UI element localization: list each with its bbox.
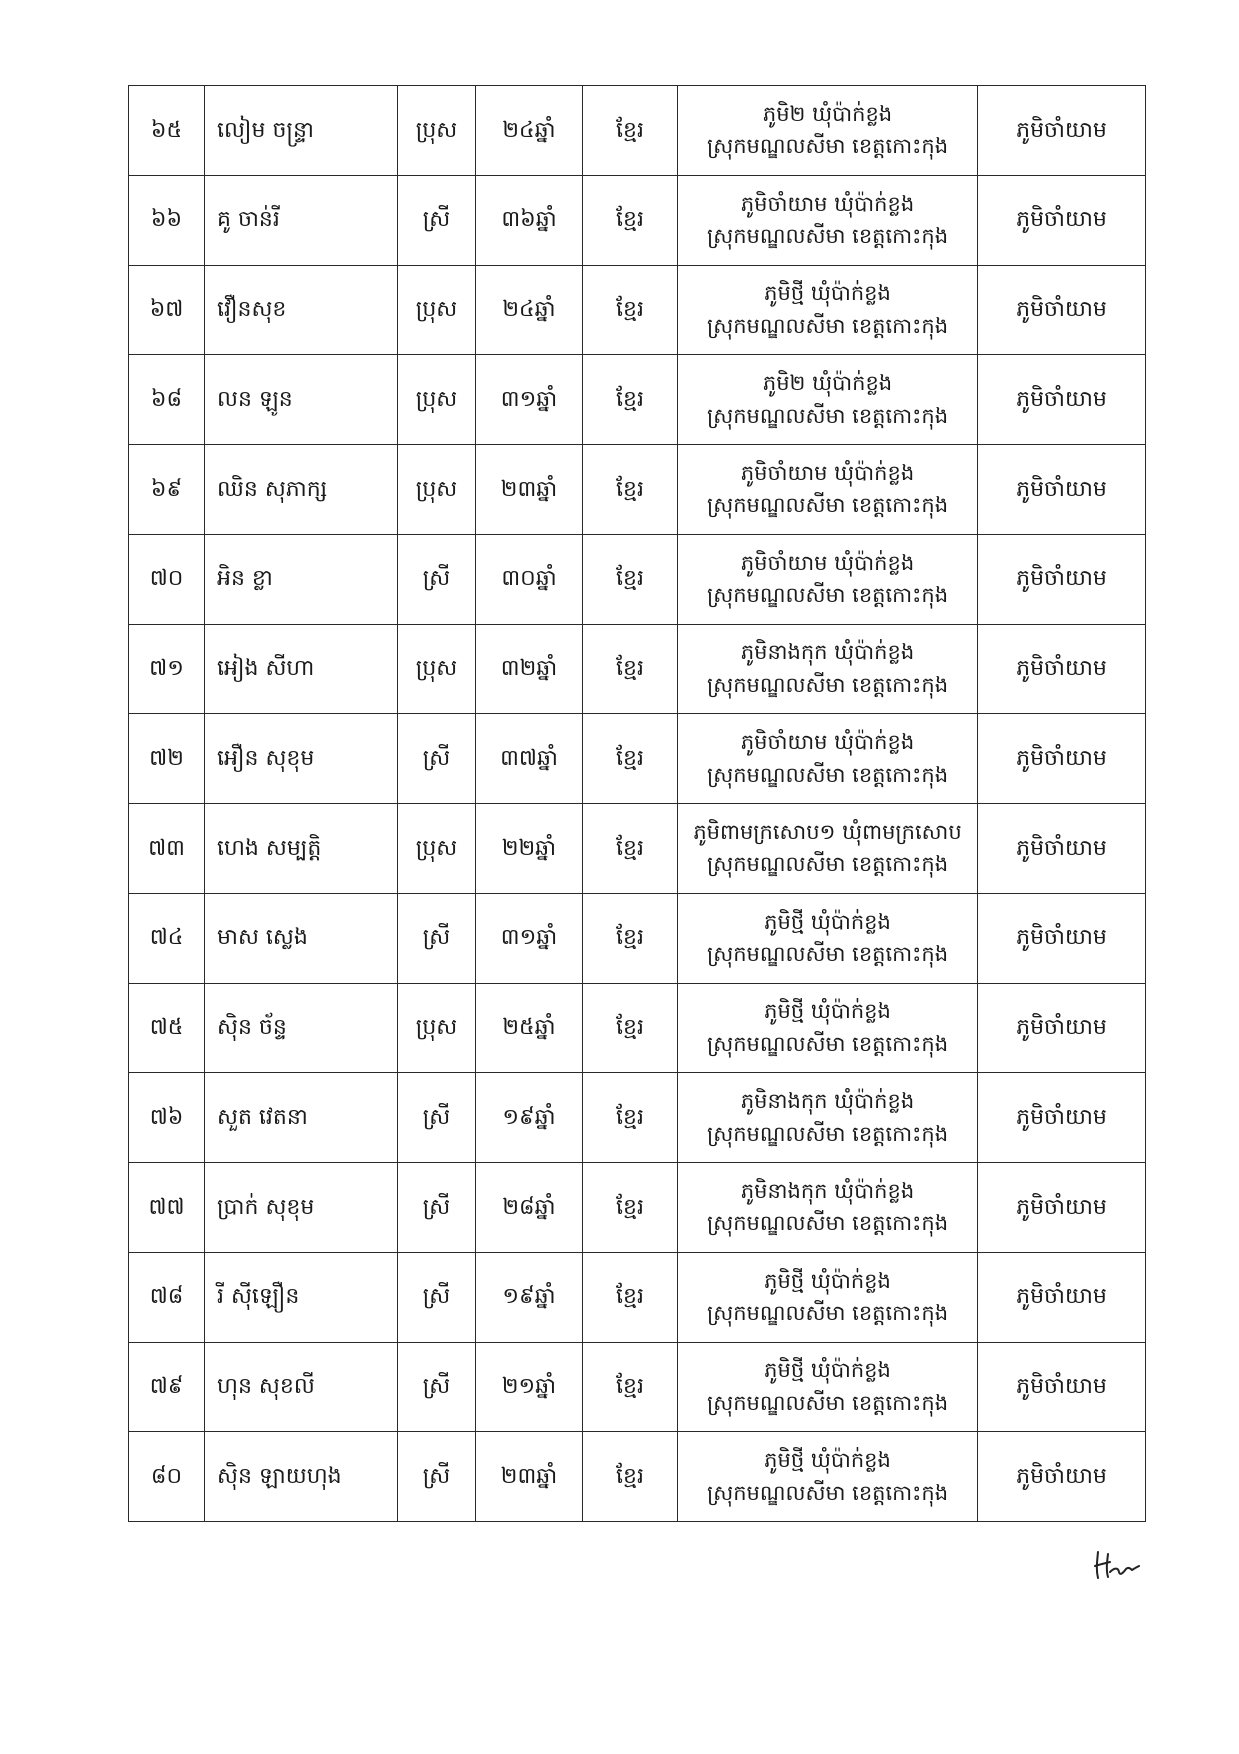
table-row xyxy=(129,86,1146,176)
village-cell: ភូមិចាំយាម xyxy=(978,265,1146,355)
gender-cell: ស្រី xyxy=(398,1073,476,1163)
village-cell: ភូមិចាំយាម xyxy=(978,1252,1146,1342)
table-row xyxy=(129,1342,1146,1432)
gender-cell: ប្រុស xyxy=(398,445,476,535)
address-line-2: ស្រុកមណ្ឌលសីមា ខេត្តកោះកុង xyxy=(706,134,949,159)
row-number-cell: ៧៣ xyxy=(129,804,205,894)
address-line-2: ស្រុកមណ្ឌលសីមា ខេត្តកោះកុង xyxy=(706,403,949,428)
table-row xyxy=(129,714,1146,804)
table-row xyxy=(129,1432,1146,1522)
table-row xyxy=(129,1252,1146,1342)
age-cell: ១៩ឆ្នាំ xyxy=(476,1252,583,1342)
village-cell: ភូមិចាំយាម xyxy=(978,534,1146,624)
row-number-cell: ៧៧ xyxy=(129,1163,205,1253)
address-cell xyxy=(678,1342,978,1432)
age-cell: ៣១ឆ្នាំ xyxy=(476,893,583,983)
gender-cell: ប្រុស xyxy=(398,624,476,714)
village-cell: ភូមិចាំយាម xyxy=(978,983,1146,1073)
gender-cell: ប្រុស xyxy=(398,804,476,894)
age-cell: ១៩ឆ្នាំ xyxy=(476,1073,583,1163)
address-line-2: ស្រុកមណ្ឌលសីមា ខេត្តកោះកុង xyxy=(706,583,949,608)
table-row xyxy=(129,355,1146,445)
address-line-1: ភូមិ២ ឃុំប៉ាក់ខ្លង xyxy=(762,371,893,396)
ethnicity-cell: ខ្មែរ xyxy=(583,1163,678,1253)
address-line-1: ភូមិថ្មី ឃុំប៉ាក់ខ្លង xyxy=(764,1448,891,1473)
address-cell xyxy=(678,355,978,445)
age-cell: ២៤ឆ្នាំ xyxy=(476,86,583,176)
row-number-cell: ៧០ xyxy=(129,534,205,624)
address-cell xyxy=(678,86,978,176)
address-line-1: ភូមិចាំយាម ឃុំប៉ាក់ខ្លង xyxy=(740,730,915,755)
ethnicity-cell: ខ្មែរ xyxy=(583,445,678,535)
row-number-cell: ៦៧ xyxy=(129,265,205,355)
address-cell xyxy=(678,1163,978,1253)
village-cell: ភូមិចាំយាម xyxy=(978,1163,1146,1253)
gender-cell: ប្រុស xyxy=(398,983,476,1073)
ethnicity-cell: ខ្មែរ xyxy=(583,355,678,445)
ethnicity-cell: ខ្មែរ xyxy=(583,1073,678,1163)
address-line-2: ស្រុកមណ្ឌលសីមា ខេត្តកោះកុង xyxy=(706,1301,949,1326)
gender-cell: ស្រី xyxy=(398,1252,476,1342)
village-cell: ភូមិចាំយាម xyxy=(978,86,1146,176)
address-line-2: ស្រុកមណ្ឌលសីមា ខេត្តកោះកុង xyxy=(706,224,949,249)
age-cell: ៣៧ឆ្នាំ xyxy=(476,714,583,804)
address-cell xyxy=(678,714,978,804)
address-line-1: ភូមិថ្មី ឃុំប៉ាក់ខ្លង xyxy=(764,909,891,934)
address-line-1: ភូមិនាងកុក ឃុំប៉ាក់ខ្លង xyxy=(740,1178,915,1203)
address-line-1: ភូមិ២ ឃុំប៉ាក់ខ្លង xyxy=(762,101,893,126)
age-cell: ២៣ឆ្នាំ xyxy=(476,445,583,535)
name-cell: ស៊ិន ច័ន្ទ xyxy=(205,983,398,1073)
ethnicity-cell: ខ្មែរ xyxy=(583,804,678,894)
gender-cell: ស្រី xyxy=(398,534,476,624)
ethnicity-cell: ខ្មែរ xyxy=(583,1342,678,1432)
address-cell xyxy=(678,445,978,535)
age-cell: ៣២ឆ្នាំ xyxy=(476,624,583,714)
age-cell: ២១ឆ្នាំ xyxy=(476,1342,583,1432)
table-row xyxy=(129,265,1146,355)
age-cell: ២៣ឆ្នាំ xyxy=(476,1432,583,1522)
table-row xyxy=(129,175,1146,265)
address-cell xyxy=(678,1252,978,1342)
address-cell xyxy=(678,534,978,624)
address-line-1: ភូមិចាំយាម ឃុំប៉ាក់ខ្លង xyxy=(740,191,915,216)
name-cell: មាស ស្លេង xyxy=(205,893,398,983)
table-row xyxy=(129,804,1146,894)
address-cell xyxy=(678,265,978,355)
village-cell: ភូមិចាំយាម xyxy=(978,1073,1146,1163)
address-line-1: ភូមិពាមក្រសោប១ ឃុំពាមក្រសោប xyxy=(693,819,962,844)
row-number-cell: ៦៥ xyxy=(129,86,205,176)
age-cell: ៣៦ឆ្នាំ xyxy=(476,175,583,265)
village-cell: ភូមិចាំយាម xyxy=(978,804,1146,894)
age-cell: ២៨ឆ្នាំ xyxy=(476,1163,583,1253)
table-row xyxy=(129,445,1146,535)
ethnicity-cell: ខ្មែរ xyxy=(583,893,678,983)
table-row xyxy=(129,893,1146,983)
name-cell: ស៊ិន ឡាយហុង xyxy=(205,1432,398,1522)
gender-cell: ស្រី xyxy=(398,1432,476,1522)
ethnicity-cell: ខ្មែរ xyxy=(583,175,678,265)
village-cell: ភូមិចាំយាម xyxy=(978,893,1146,983)
row-number-cell: ៨០ xyxy=(129,1432,205,1522)
ethnicity-cell: ខ្មែរ xyxy=(583,1252,678,1342)
roster-table xyxy=(128,85,1146,1522)
name-cell: រី ស៊ីឡឿន xyxy=(205,1252,398,1342)
name-cell: ហេង សម្បត្តិ xyxy=(205,804,398,894)
address-line-1: ភូមិថ្មី ឃុំប៉ាក់ខ្លង xyxy=(764,281,891,306)
age-cell: ២២ឆ្នាំ xyxy=(476,804,583,894)
age-cell: ៣១ឆ្នាំ xyxy=(476,355,583,445)
row-number-cell: ៧១ xyxy=(129,624,205,714)
row-number-cell: ៦៨ xyxy=(129,355,205,445)
address-cell xyxy=(678,175,978,265)
address-line-2: ស្រុកមណ្ឌលសីមា ខេត្តកោះកុង xyxy=(706,672,949,697)
name-cell: អឿន សុខុម xyxy=(205,714,398,804)
name-cell: ប្រាក់ សុខុម xyxy=(205,1163,398,1253)
age-cell: ៣០ឆ្នាំ xyxy=(476,534,583,624)
ethnicity-cell: ខ្មែរ xyxy=(583,1432,678,1522)
address-line-2: ស្រុកមណ្ឌលសីមា ខេត្តកោះកុង xyxy=(706,1211,949,1236)
table-row xyxy=(129,1073,1146,1163)
address-line-1: ភូមិនាងកុក ឃុំប៉ាក់ខ្លង xyxy=(740,1089,915,1114)
address-line-2: ស្រុកមណ្ឌលសីមា ខេត្តកោះកុង xyxy=(706,313,949,338)
ethnicity-cell: ខ្មែរ xyxy=(583,983,678,1073)
village-cell: ភូមិចាំយាម xyxy=(978,714,1146,804)
ethnicity-cell: ខ្មែរ xyxy=(583,86,678,176)
age-cell: ២៤ឆ្នាំ xyxy=(476,265,583,355)
address-line-1: ភូមិថ្មី ឃុំប៉ាក់ខ្លង xyxy=(764,1358,891,1383)
name-cell: អិន ខ្លា xyxy=(205,534,398,624)
name-cell: លៀម ចន្ទ្រា xyxy=(205,86,398,176)
address-line-2: ស្រុកមណ្ឌលសីមា ខេត្តកោះកុង xyxy=(706,762,949,787)
row-number-cell: ៦៩ xyxy=(129,445,205,535)
table-row xyxy=(129,983,1146,1073)
gender-cell: ស្រី xyxy=(398,714,476,804)
table-row xyxy=(129,1163,1146,1253)
village-cell: ភូមិចាំយាម xyxy=(978,624,1146,714)
name-cell: វឿនសុខ xyxy=(205,265,398,355)
age-cell: ២៥ឆ្នាំ xyxy=(476,983,583,1073)
address-line-1: ភូមិចាំយាម ឃុំប៉ាក់ខ្លង xyxy=(740,550,915,575)
address-line-2: ស្រុកមណ្ឌលសីមា ខេត្តកោះកុង xyxy=(706,1121,949,1146)
address-line-1: ភូមិចាំយាម ឃុំប៉ាក់ខ្លង xyxy=(740,460,915,485)
gender-cell: ស្រី xyxy=(398,893,476,983)
name-cell: អៀង សីហា xyxy=(205,624,398,714)
address-line-1: ភូមិថ្មី ឃុំប៉ាក់ខ្លង xyxy=(764,1268,891,1293)
village-cell: ភូមិចាំយាម xyxy=(978,1432,1146,1522)
name-cell: ឈិន សុភាក្ស xyxy=(205,445,398,535)
village-cell: ភូមិចាំយាម xyxy=(978,445,1146,535)
table-row xyxy=(129,534,1146,624)
row-number-cell: ៧៩ xyxy=(129,1342,205,1432)
ethnicity-cell: ខ្មែរ xyxy=(583,265,678,355)
initials-signature xyxy=(1092,1548,1140,1582)
name-cell: លន ឡូន xyxy=(205,355,398,445)
village-cell: ភូមិចាំយាម xyxy=(978,1342,1146,1432)
address-cell xyxy=(678,893,978,983)
address-cell xyxy=(678,983,978,1073)
name-cell: សួត វេតនា xyxy=(205,1073,398,1163)
address-line-1: ភូមិនាងកុក ឃុំប៉ាក់ខ្លង xyxy=(740,640,915,665)
address-cell xyxy=(678,624,978,714)
address-cell xyxy=(678,1432,978,1522)
address-line-2: ស្រុកមណ្ឌលសីមា ខេត្តកោះកុង xyxy=(706,1480,949,1505)
gender-cell: ប្រុស xyxy=(398,265,476,355)
row-number-cell: ៧៤ xyxy=(129,893,205,983)
address-cell xyxy=(678,804,978,894)
gender-cell: ស្រី xyxy=(398,1342,476,1432)
ethnicity-cell: ខ្មែរ xyxy=(583,714,678,804)
ethnicity-cell: ខ្មែរ xyxy=(583,624,678,714)
gender-cell: ប្រុស xyxy=(398,86,476,176)
gender-cell: ស្រី xyxy=(398,175,476,265)
address-line-2: ស្រុកមណ្ឌលសីមា ខេត្តកោះកុង xyxy=(706,1031,949,1056)
gender-cell: ស្រី xyxy=(398,1163,476,1253)
row-number-cell: ៧៦ xyxy=(129,1073,205,1163)
row-number-cell: ៧៥ xyxy=(129,983,205,1073)
address-line-2: ស្រុកមណ្ឌលសីមា ខេត្តកោះកុង xyxy=(706,493,949,518)
village-cell: ភូមិចាំយាម xyxy=(978,355,1146,445)
address-line-2: ស្រុកមណ្ឌលសីមា ខេត្តកោះកុង xyxy=(706,1390,949,1415)
row-number-cell: ៦៦ xyxy=(129,175,205,265)
roster-body xyxy=(129,86,1146,1522)
name-cell: ហុន សុខលី xyxy=(205,1342,398,1432)
address-line-2: ស្រុកមណ្ឌលសីមា ខេត្តកោះកុង xyxy=(706,942,949,967)
address-line-1: ភូមិថ្មី ឃុំប៉ាក់ខ្លង xyxy=(764,999,891,1024)
address-line-2: ស្រុកមណ្ឌលសីមា ខេត្តកោះកុង xyxy=(706,852,949,877)
table-row xyxy=(129,624,1146,714)
gender-cell: ប្រុស xyxy=(398,355,476,445)
ethnicity-cell: ខ្មែរ xyxy=(583,534,678,624)
row-number-cell: ៧២ xyxy=(129,714,205,804)
name-cell: គូ ចាន់រី xyxy=(205,175,398,265)
village-cell: ភូមិចាំយាម xyxy=(978,175,1146,265)
row-number-cell: ៧៨ xyxy=(129,1252,205,1342)
address-cell xyxy=(678,1073,978,1163)
